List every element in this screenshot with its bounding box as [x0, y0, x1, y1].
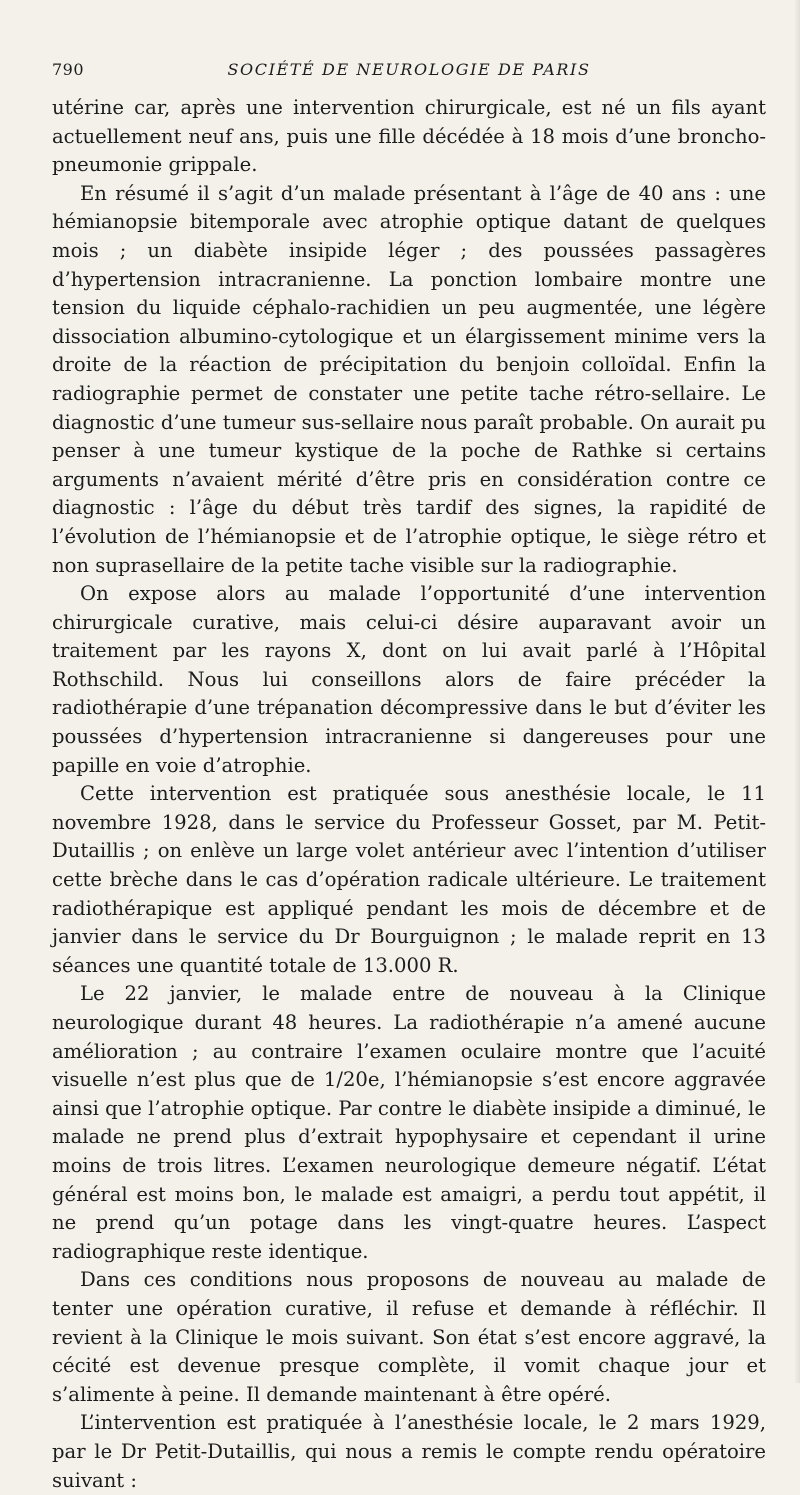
journal-title: SOCIÉTÉ DE NEUROLOGIE DE PARIS	[227, 60, 591, 79]
paragraph-summary: En résumé il s’agit d’un malade présentant à l’âge de 40 ans : une hémianopsie bitemporale avec atrophie optique datant de quelques mois ; un diabète insipide léger ; des poussées passagères d’hypertension intracranienne. La ponction lombaire montre une tension du liquide céphalo-rachidien un peu augmentée, une légère dissociation albumino-cytologique et un élargissement minime vers la droite de la réaction de précipitation du benjoin colloïdal. Enfin la radiographie permet de constater une petite tache rétro-sellaire. Le diagnostic d’une tumeur sus-sellaire nous paraît probable. On aurait pu penser à une tumeur kystique de la poche de Rathke si certains arguments n’avaient mérité d’être pris en considération contre ce diagnostic : l’âge du début très tardif des signes, la rapidité de l’évolution de l’hémianopsie et de l’atrophie optique, le siège rétro et non suprasellaire de la petite tache visible sur la radiographie.	[52, 181, 766, 577]
paragraph-first-intervention: Cette intervention est pratiquée sous anesthésie locale, le 11 novembre 1928, dans le service du Professeur Gosset, par M. Petit-Dutaillis ; on enlève un large volet antérieur avec l’intention d’utiliser cette brèche dans le cas d’opération radicale ultérieure. Le traitement radiothérapique est appliqué pendant les mois de décembre et de janvier dans le service du Dr Bourguignon ; le malade reprit en 13 séances une quantité totale de 13.000 R.	[52, 782, 766, 977]
paragraph-proposal: On expose alors au malade l’opportunité d’une intervention chirurgicale curative, mais celui-ci désire auparavant avoir un traitement par les rayons X, dont on lui avait parlé à l’Hôpital Rothschild. Nous lui conseillons alors de faire précéder la radiothérapie d’une trépanation décompressive dans le but d’éviter les poussées d’hypertension intracranienne si dangereuses pour une papille en voie d’atrophie.	[52, 582, 766, 777]
running-head	[52, 60, 766, 94]
page-edge-shadow	[794, 0, 800, 1383]
paragraph-january-exam: Le 22 janvier, le malade entre de nouveau à la Clinique neurologique durant 48 heures. La radiothérapie n’a amené aucune amélioration ; au contraire l’examen oculaire montre que l’acuité visuelle n’est plus que de 1/20e, l’hémianopsie s’est encore aggravée ainsi que l’atrophie optique. Par contre le diabète insipide a diminué, le malade ne prend plus d’extrait hypophysaire et cependant il urine moins de trois litres. L’examen neurologique demeure négatif. L’état général est moins bon, le malade est amaigri, a perdu tout appétit, il ne prend qu’un potage dans les vingt-quatre heures. L’aspect radiographique reste identique.	[52, 982, 766, 1263]
page-number: 790	[52, 60, 85, 79]
paragraph-second-intervention: L’intervention est pratiquée à l’anesthésie locale, le 2 mars 1929, par le Dr Petit-Dutaillis, qui nous a remis le compte rendu opératoire suivant :	[52, 1411, 766, 1492]
paragraph-refusal: Dans ces conditions nous proposons de nouveau au malade de tenter une opération curative, il refuse et demande à réfléchir. Il revient à la Clinique le mois suivant. Son état s’est encore aggravé, la cécité est devenue presque complète, il vomit chaque jour et s’alimente à peine. Il demande maintenant à être opéré.	[52, 1268, 766, 1406]
paragraph-continuation: utérine car, après une intervention chirurgicale, est né un fils ayant actuellement neuf ans, puis une fille décédée à 18 mois d’une broncho-pneumonie grippale.	[52, 96, 766, 177]
body-text	[52, 94, 766, 1495]
